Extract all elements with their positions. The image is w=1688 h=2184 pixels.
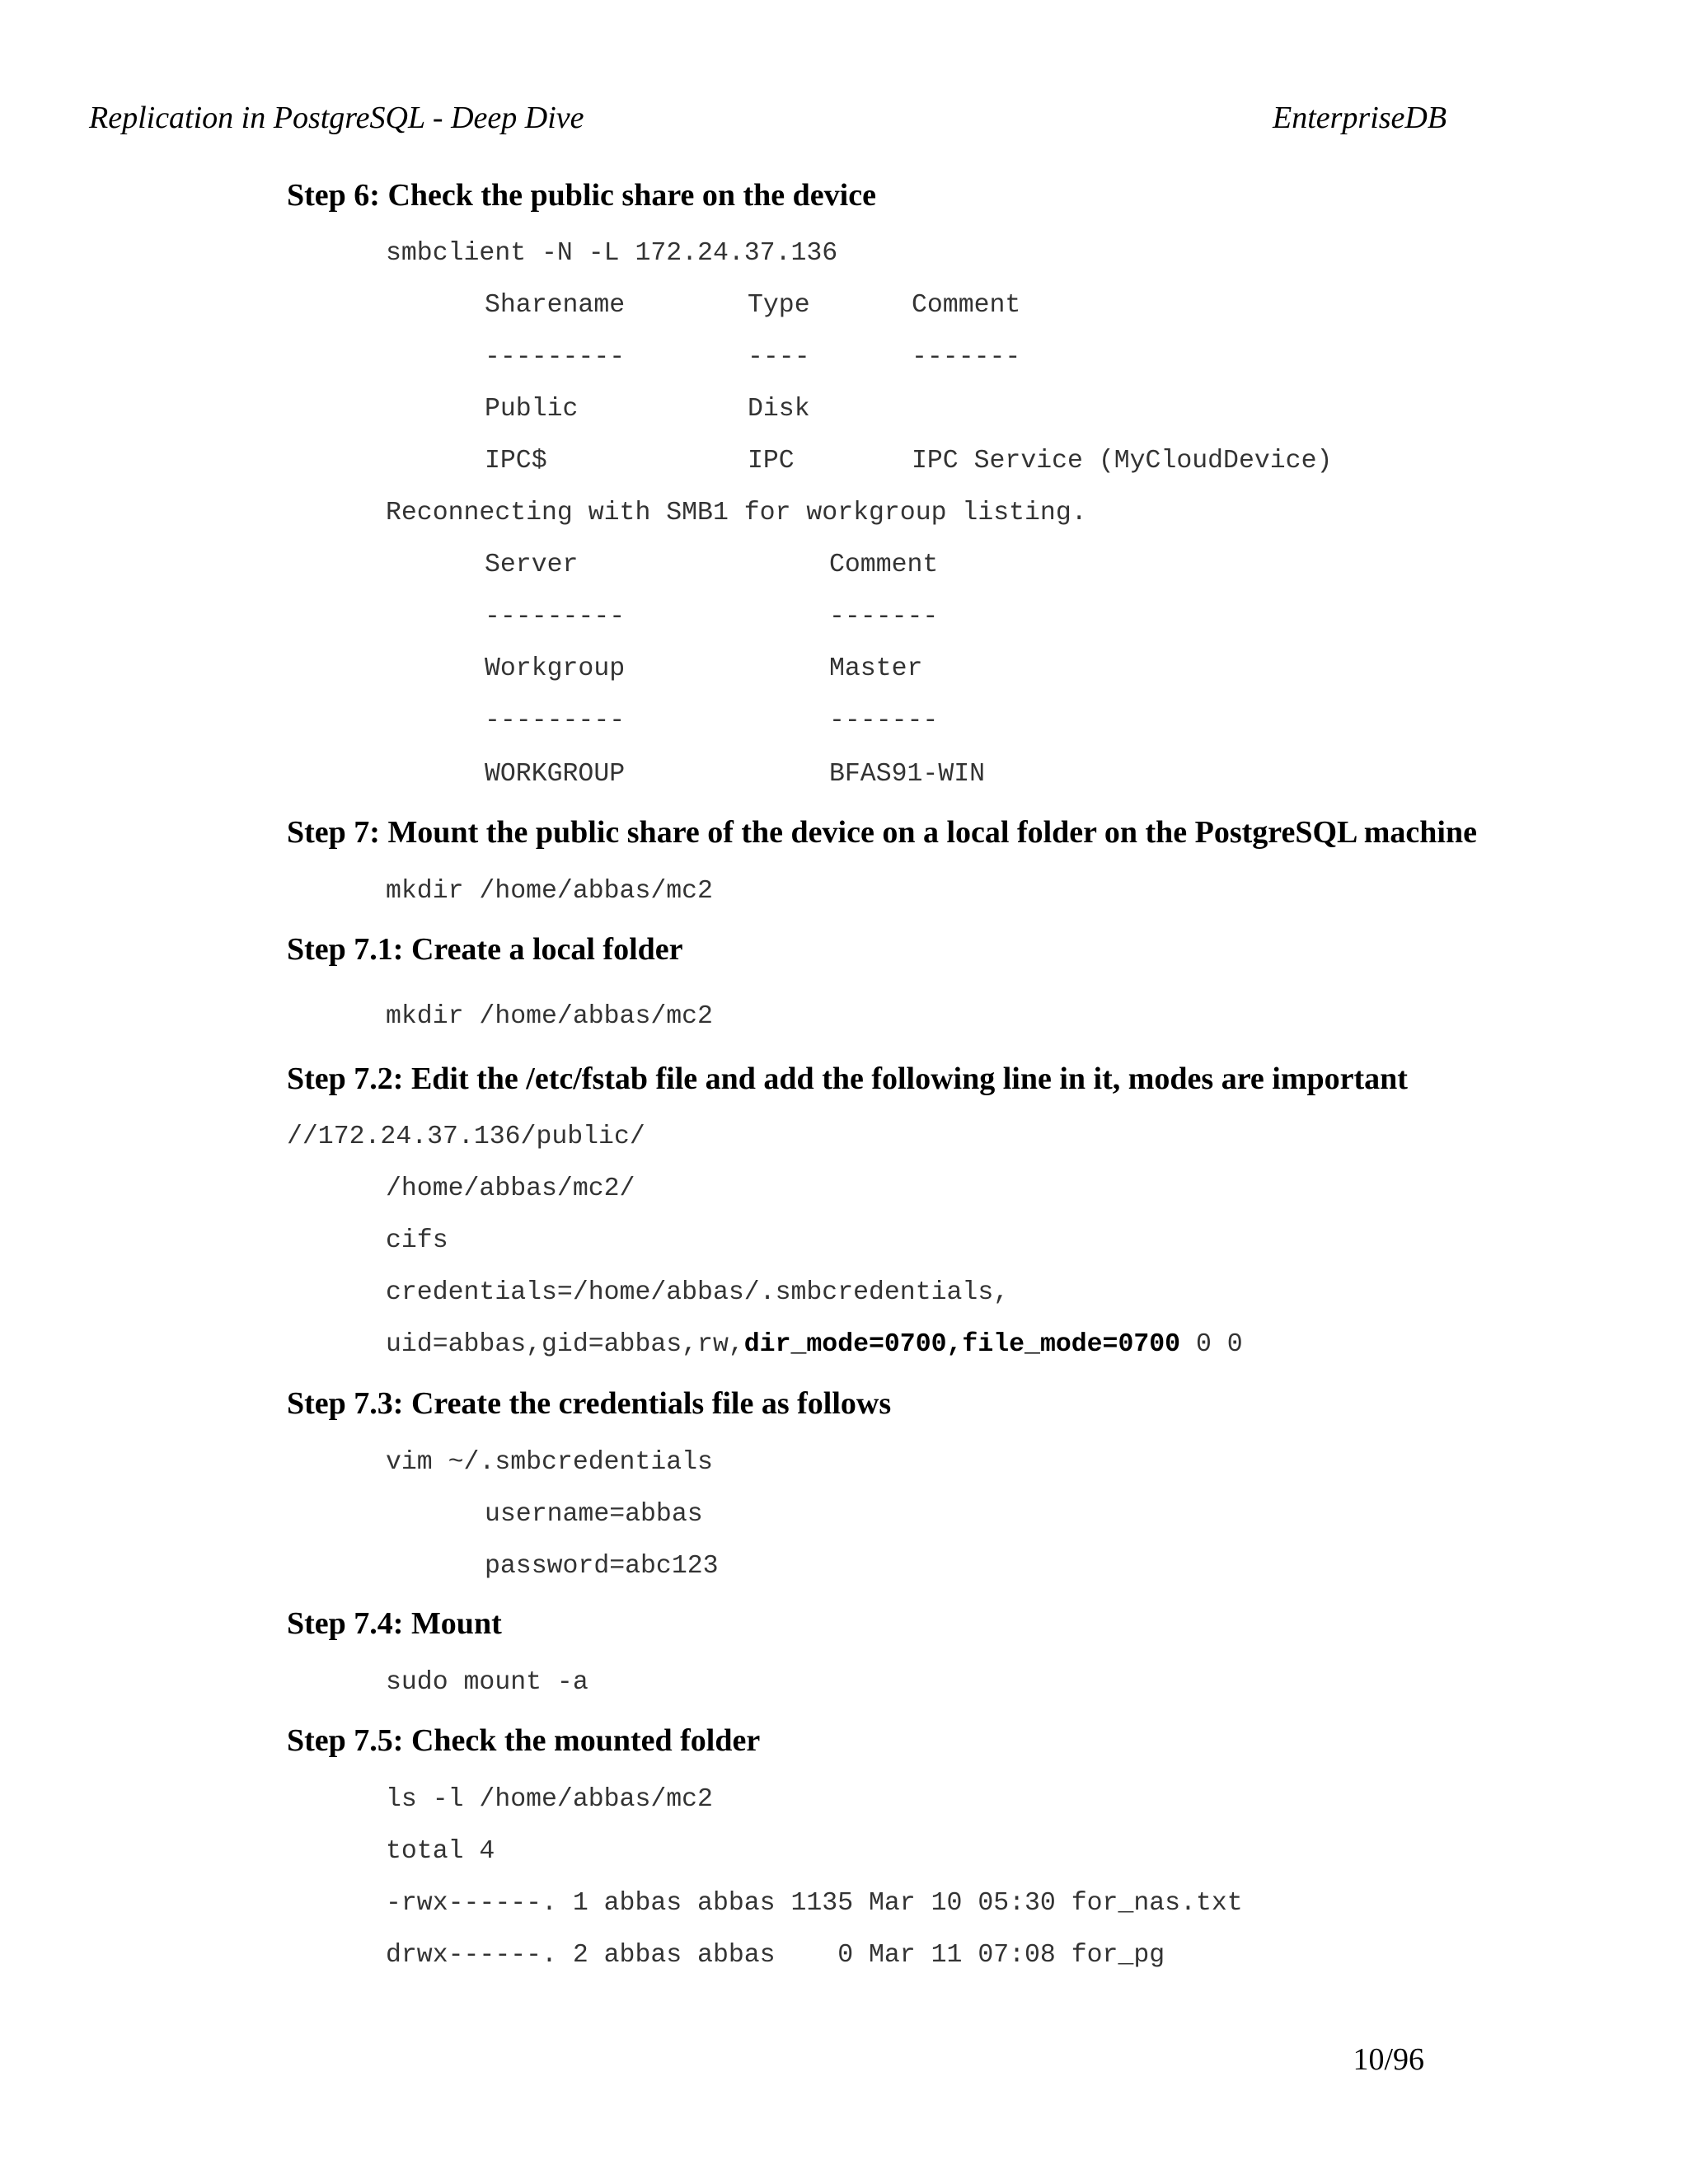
step-7-command: mkdir /home/abbas/mc2 [386, 877, 713, 906]
server-header-server: Server [485, 551, 579, 579]
step-7-1-command: mkdir /home/abbas/mc2 [386, 1002, 713, 1031]
workgroup-row-name: WORKGROUP [485, 760, 626, 789]
step-7-heading: Step 7: Mount the public share of the device on a local folder on the PostgreSQL machine [287, 815, 1477, 850]
fstab-options [386, 1332, 1243, 1358]
step-7-2-heading: Step 7.2: Edit the /etc/fstab file and add the following line in it, modes are important [287, 1062, 1408, 1096]
fstab-fs-type: cifs [386, 1226, 448, 1255]
step-6-command: smbclient -N -L 172.24.37.136 [386, 239, 838, 268]
workgroup-header-master: Master [829, 654, 923, 683]
share-row-ipc-comment: IPC Service (MyCloudDevice) [912, 447, 1333, 476]
server-dashes-server: --------- [485, 602, 626, 631]
share-dashes-sharename: --------- [485, 343, 626, 372]
fstab-credentials: credentials=/home/abbas/.smbcredentials, [386, 1278, 1010, 1307]
fstab-options-modes: dir_mode=0700,file_mode=0700 [743, 1330, 1181, 1359]
share-row-ipc-name: IPC$ [485, 447, 547, 476]
listing-total: total 4 [386, 1837, 495, 1866]
fstab-source-path: //172.24.37.136/public/ [287, 1122, 645, 1151]
fstab-options-suffix: 0 0 [1180, 1330, 1243, 1359]
page-number: 10/96 [1353, 2042, 1424, 2077]
reconnect-line: Reconnecting with SMB1 for workgroup listing. [386, 499, 1087, 527]
step-7-3-command: vim ~/.smbcredentials [386, 1448, 713, 1477]
fstab-options-prefix: uid=abbas,gid=abbas,rw, [386, 1330, 744, 1359]
step-7-1-heading: Step 7.1: Create a local folder [287, 932, 683, 967]
share-row-ipc-type: IPC [748, 447, 795, 476]
share-row-public-name: Public [485, 395, 579, 424]
listing-row-file: -rwx------. 1 abbas abbas 1135 Mar 10 05:30 for_nas.txt [386, 1889, 1243, 1918]
step-7-4-command: sudo mount -a [386, 1668, 588, 1697]
share-header-type: Type [748, 291, 810, 320]
share-row-public-type: Disk [748, 395, 810, 424]
header-company-name: EnterpriseDB [1273, 101, 1447, 135]
server-header-comment: Comment [829, 551, 939, 579]
workgroup-dashes-master: ------- [829, 706, 939, 735]
share-header-comment: Comment [912, 291, 1021, 320]
share-dashes-type: ---- [748, 343, 810, 372]
server-dashes-comment: ------- [829, 602, 939, 631]
share-dashes-comment: ------- [912, 343, 1021, 372]
header-document-title: Replication in PostgreSQL - Deep Dive [89, 101, 584, 135]
fstab-mount-point: /home/abbas/mc2/ [386, 1174, 635, 1203]
workgroup-header-workgroup: Workgroup [485, 654, 626, 683]
step-7-4-heading: Step 7.4: Mount [287, 1606, 502, 1641]
workgroup-row-master: BFAS91-WIN [829, 760, 986, 789]
step-7-3-heading: Step 7.3: Create the credentials file as follows [287, 1386, 892, 1421]
credentials-username: username=abbas [485, 1500, 703, 1529]
step-7-5-heading: Step 7.5: Check the mounted folder [287, 1723, 761, 1758]
step-6-heading: Step 6: Check the public share on the device [287, 178, 876, 213]
credentials-password: password=abc123 [485, 1552, 719, 1581]
workgroup-dashes-workgroup: --------- [485, 706, 626, 735]
share-header-sharename: Sharename [485, 291, 626, 320]
step-7-5-command: ls -l /home/abbas/mc2 [386, 1785, 713, 1814]
listing-row-dir: drwx------. 2 abbas abbas 0 Mar 11 07:08 for_pg [386, 1941, 1165, 1970]
